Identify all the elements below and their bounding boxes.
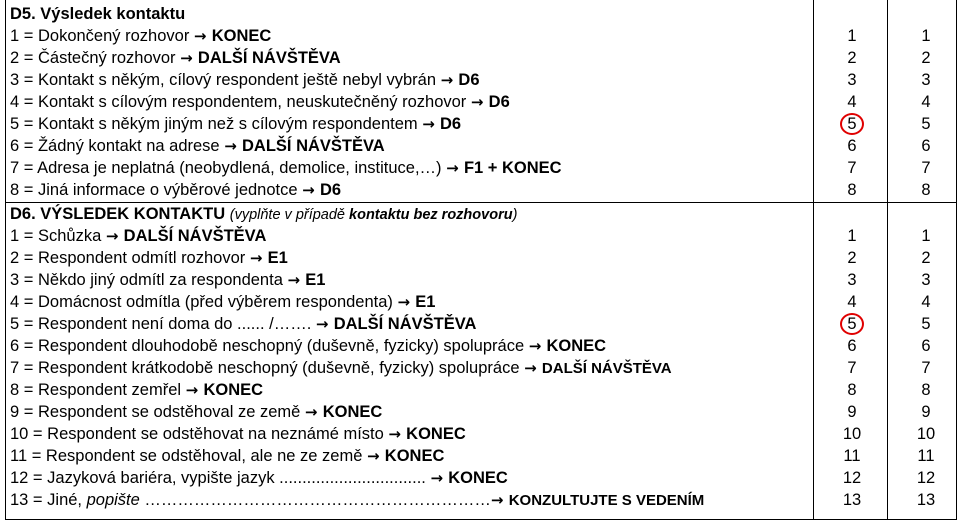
d6-code-col1: 6 <box>847 337 857 355</box>
arrow-icon: → <box>193 27 212 45</box>
d5-code-col2: 7 <box>921 159 931 177</box>
d6-code-col2: 2 <box>921 249 931 267</box>
d6-code-col1: 2 <box>847 249 857 267</box>
arrow-icon: → <box>304 403 323 421</box>
arrow-icon: → <box>105 227 124 245</box>
d6-option-destination: DALŠÍ NÁVŠTĚVA <box>333 315 477 333</box>
d6-option-row <box>6 401 956 423</box>
d6-code-col2: 1 <box>921 227 931 245</box>
d6-option-destination: KONEC <box>546 337 607 355</box>
arrow-icon: → <box>397 293 416 311</box>
d5-option-destination: DALŠÍ NÁVŠTĚVA <box>197 49 341 67</box>
d5-option-row <box>6 47 956 69</box>
d6-option-label: 12 = Jazyková bariéra, vypište jazyk ................................ → KONEC <box>10 469 508 487</box>
d5-code-col2: 8 <box>921 181 931 199</box>
d6-option-row <box>6 335 956 357</box>
d6-option-destination: E1 <box>305 271 326 289</box>
d5-option-label: 2 = Částečný rozhovor → DALŠÍ NÁVŠTĚVA <box>10 49 341 67</box>
d5-option-label: 3 = Kontakt s někým, cílový respondent ještě nebyl vybrán → D6 <box>10 71 480 89</box>
d6-option-label: 9 = Respondent se odstěhoval ze země → KONEC <box>10 403 383 421</box>
d5-option-destination: KONEC <box>211 27 272 45</box>
arrow-icon: → <box>388 425 407 443</box>
d5-option-row <box>6 135 956 157</box>
d6-option-label: 1 = Schůzka → DALŠÍ NÁVŠTĚVA <box>10 227 267 245</box>
d6-instruction-emphasis: kontaktu bez rozhovoru <box>349 207 513 223</box>
d5-option-row <box>6 69 956 91</box>
d5-option-label: 4 = Kontakt s cílovým respondentem, neuskutečněný rozhovor → D6 <box>10 93 510 111</box>
d5-code-col1: 7 <box>847 159 857 177</box>
selected-answer-circle <box>840 313 864 335</box>
d6-code-col1: 11 <box>843 447 861 465</box>
arrow-icon: → <box>528 337 547 355</box>
d6-option-destination: DALŠÍ NÁVŠTĚVA <box>541 360 672 377</box>
d6-option-destination: KONEC <box>322 403 383 421</box>
d6-code-col1: 7 <box>847 359 857 377</box>
d5-code-col1: 6 <box>847 137 857 155</box>
d6-option-row <box>6 247 956 269</box>
arrow-icon: → <box>287 271 306 289</box>
d6-option-destination: KONZULTUJTE S VEDENÍM <box>508 492 705 509</box>
d6-option-row <box>6 489 956 511</box>
d6-code-col2: 10 <box>916 425 936 443</box>
arrow-icon: → <box>490 491 509 509</box>
d6-option-row <box>6 445 956 467</box>
d6-option-label: 3 = Někdo jiný odmítl za respondenta → E1 <box>10 271 326 289</box>
d6-code-col2: 5 <box>921 315 931 333</box>
d6-code-col2: 13 <box>916 491 936 509</box>
d6-option-destination: KONEC <box>406 425 466 443</box>
d5-option-label: 8 = Jiná informace o výběrové jednotce → D6 <box>10 181 342 199</box>
d6-option-label: 6 = Respondent dlouhodobě neschopný (duševně, fyzicky) spolupráce → KONEC <box>10 337 607 355</box>
d6-option-destination: KONEC <box>448 469 508 487</box>
d5-code-col1: 5 <box>847 115 857 133</box>
d6-option-destination: E1 <box>415 293 436 311</box>
d5-code-col2: 6 <box>921 137 931 155</box>
d5-code-col1: 4 <box>847 93 857 111</box>
d6-option-row <box>6 269 956 291</box>
d6-option-destination: E1 <box>267 249 288 267</box>
d6-option-label: 7 = Respondent krátkodobě neschopný (duševně, fyzicky) spolupráce → DALŠÍ NÁVŠTĚVA <box>10 359 672 377</box>
d5-code-col1: 2 <box>847 49 857 67</box>
arrow-icon: → <box>422 115 441 133</box>
d5-option-destination: D6 <box>458 71 480 89</box>
d5-option-label: 7 = Adresa je neplatná (neobydlená, demolice, instituce,…) → F1 + KONEC <box>10 159 562 177</box>
d5-code-col1: 8 <box>847 181 857 199</box>
d6-code-col1: 8 <box>847 381 857 399</box>
d6-option-row <box>6 357 956 379</box>
d5-option-destination: D6 <box>440 115 462 133</box>
d5-title: D5. Výsledek kontaktu <box>10 5 186 23</box>
d6-option-row <box>6 291 956 313</box>
d6-option-row <box>6 225 956 247</box>
d6-code-col1: 12 <box>842 469 862 487</box>
d6-option-label: 5 = Respondent není doma do ...... /……. → DALŠÍ NÁVŠTĚVA <box>10 315 477 333</box>
d5-option-destination: F1 + KONEC <box>463 159 562 177</box>
d5-option-row <box>6 91 956 113</box>
d5-code-col2: 3 <box>921 71 931 89</box>
arrow-icon: → <box>440 71 459 89</box>
d6-option-label: 11 = Respondent se odstěhoval, ale ne ze země → KONEC <box>10 447 445 465</box>
d6-code-col1: 9 <box>847 403 857 421</box>
d6-code-col2: 8 <box>921 381 931 399</box>
d6-header-row <box>6 203 956 225</box>
d6-code-col2: 4 <box>921 293 931 311</box>
arrow-icon: → <box>180 49 198 67</box>
d6-option-row <box>6 313 956 335</box>
d5-option-label: 6 = Žádný kontakt na adrese → DALŠÍ NÁVŠTĚVA <box>10 137 385 155</box>
d6-option-destination: KONEC <box>203 381 264 399</box>
d6-option-label: 13 = Jiné, popište ………………………………………………………→ KONZULTUJTE S VEDENÍM <box>10 491 705 509</box>
d5-code-col2: 2 <box>921 49 931 67</box>
d6-code-col1: 13 <box>842 491 862 509</box>
d5-option-row <box>6 113 956 135</box>
arrow-icon: → <box>224 137 242 155</box>
d6-option-row <box>6 379 956 401</box>
d6-instruction-note: (vyplňte v případě kontaktu bez rozhovoru) <box>229 207 518 223</box>
d5-option-row <box>6 157 956 179</box>
d6-option-destination: KONEC <box>384 447 445 465</box>
d6-option-destination: DALŠÍ NÁVŠTĚVA <box>123 227 267 245</box>
d6-option-italic: popište <box>86 491 140 509</box>
arrow-icon: → <box>430 469 449 487</box>
d6-option-label: 8 = Respondent zemřel → KONEC <box>10 381 264 399</box>
d6-option-label: 2 = Respondent odmítl rozhovor → E1 <box>10 249 288 267</box>
arrow-icon: → <box>249 249 268 267</box>
d6-option-row <box>6 467 956 489</box>
arrow-icon: → <box>470 93 489 111</box>
d5-option-destination: DALŠÍ NÁVŠTĚVA <box>241 137 385 155</box>
d5-code-col1: 3 <box>847 71 857 89</box>
d6-code-col1: 1 <box>847 227 857 245</box>
d6-option-row <box>6 423 956 445</box>
d5-option-row <box>6 179 956 201</box>
d5-header-row <box>6 3 956 25</box>
d6-code-col2: 11 <box>917 447 935 465</box>
questionnaire-table <box>5 0 957 520</box>
d6-code-col2: 3 <box>921 271 931 289</box>
d6-code-col1: 3 <box>847 271 857 289</box>
d6-code-col2: 6 <box>921 337 931 355</box>
d5-code-col2: 4 <box>921 93 931 111</box>
arrow-icon: → <box>446 159 464 177</box>
d6-code-col1: 4 <box>847 293 857 311</box>
d6-option-label: 10 = Respondent se odstěhovat na neznámé místo → KONEC <box>10 425 466 443</box>
d5-code-col1: 1 <box>847 27 857 45</box>
d6-code-col2: 9 <box>921 403 931 421</box>
d6-option-label: 4 = Domácnost odmítla (před výběrem respondenta) → E1 <box>10 293 436 311</box>
d5-option-label: 1 = Dokončený rozhovor → KONEC <box>10 27 272 45</box>
d6-code-col1: 5 <box>847 315 857 333</box>
d5-option-destination: D6 <box>488 93 510 111</box>
arrow-icon: → <box>302 181 320 199</box>
d6-code-col2: 7 <box>921 359 931 377</box>
selected-answer-circle <box>840 113 864 135</box>
d5-option-destination: D6 <box>319 181 342 199</box>
d6-code-col1: 10 <box>842 425 862 443</box>
d6-code-col2: 12 <box>916 469 936 487</box>
arrow-icon: → <box>185 381 204 399</box>
arrow-icon: → <box>315 315 334 333</box>
arrow-icon: → <box>366 447 385 465</box>
d5-code-col2: 1 <box>921 27 931 45</box>
d6-title: D6. VÝSLEDEK KONTAKTU (vyplňte v případě kontaktu bez rozhovoru) <box>10 205 518 223</box>
d5-code-col2: 5 <box>921 115 931 133</box>
arrow-icon: → <box>524 359 542 377</box>
d5-option-label: 5 = Kontakt s někým jiným než s cílovým respondentem → D6 <box>10 115 462 133</box>
d5-option-row <box>6 25 956 47</box>
